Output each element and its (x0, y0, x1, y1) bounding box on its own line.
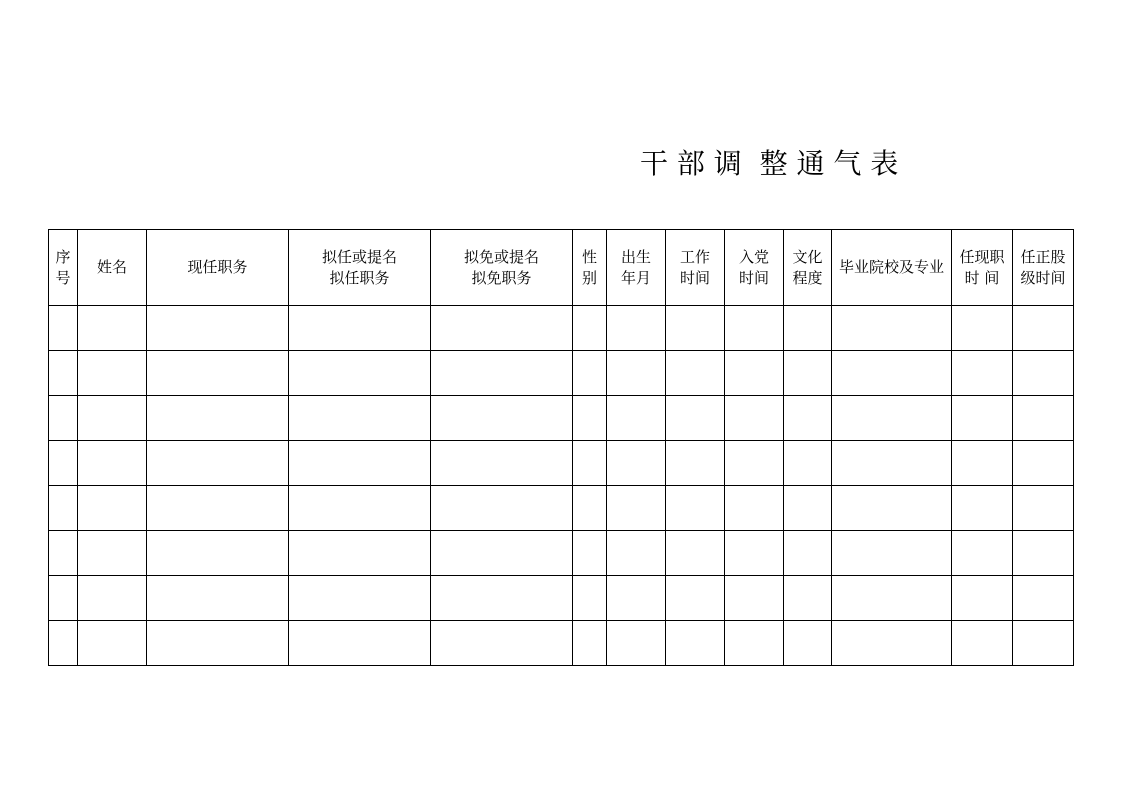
table-cell[interactable] (289, 351, 431, 396)
table-cell[interactable] (78, 486, 147, 531)
table-cell[interactable] (431, 351, 573, 396)
table-cell[interactable] (573, 621, 607, 666)
table-cell[interactable] (431, 396, 573, 441)
table-cell[interactable] (725, 306, 784, 351)
table-cell[interactable] (607, 621, 666, 666)
table-cell[interactable] (289, 486, 431, 531)
table-cell[interactable] (289, 441, 431, 486)
table-cell[interactable] (784, 351, 832, 396)
table-row (49, 486, 1074, 531)
table-cell[interactable] (1013, 441, 1074, 486)
table-cell[interactable] (607, 531, 666, 576)
table-row (49, 576, 1074, 621)
table-cell[interactable] (1013, 576, 1074, 621)
table-cell[interactable] (607, 576, 666, 621)
column-header: 文化 程度 (784, 230, 832, 306)
table-cell[interactable] (725, 531, 784, 576)
column-header: 性 别 (573, 230, 607, 306)
table-cell[interactable] (431, 576, 573, 621)
table-cell[interactable] (147, 576, 289, 621)
table-cell[interactable] (952, 306, 1013, 351)
table-cell[interactable] (666, 576, 725, 621)
column-header: 拟任或提名 拟任职务 (289, 230, 431, 306)
document-title: 干 部 调 整 通 气 表 (640, 147, 899, 180)
table-cell[interactable] (607, 351, 666, 396)
table-cell[interactable] (607, 306, 666, 351)
table-cell[interactable] (607, 441, 666, 486)
table-cell[interactable] (832, 621, 952, 666)
column-header: 序 号 (49, 230, 78, 306)
table-cell[interactable] (725, 576, 784, 621)
table-cell[interactable] (666, 486, 725, 531)
column-header: 拟免或提名 拟免职务 (431, 230, 573, 306)
table-cell[interactable] (1013, 306, 1074, 351)
table-cell[interactable] (49, 306, 78, 351)
table-cell[interactable] (952, 531, 1013, 576)
table-cell[interactable] (832, 306, 952, 351)
table-cell[interactable] (431, 531, 573, 576)
table-cell[interactable] (431, 441, 573, 486)
table-cell[interactable] (49, 396, 78, 441)
table-cell[interactable] (1013, 351, 1074, 396)
table-cell[interactable] (784, 621, 832, 666)
table-cell[interactable] (832, 441, 952, 486)
table-cell[interactable] (431, 486, 573, 531)
table-cell[interactable] (147, 396, 289, 441)
table-cell[interactable] (49, 531, 78, 576)
table-cell[interactable] (78, 576, 147, 621)
table-cell[interactable] (952, 486, 1013, 531)
table-cell[interactable] (49, 441, 78, 486)
table-cell[interactable] (573, 351, 607, 396)
table-cell[interactable] (725, 486, 784, 531)
table-cell[interactable] (666, 351, 725, 396)
table-cell[interactable] (1013, 486, 1074, 531)
table-cell[interactable] (952, 441, 1013, 486)
table-cell[interactable] (49, 621, 78, 666)
table-cell[interactable] (49, 576, 78, 621)
table-cell[interactable] (725, 351, 784, 396)
table-cell[interactable] (431, 621, 573, 666)
table-cell[interactable] (78, 306, 147, 351)
table-cell[interactable] (431, 306, 573, 351)
table-row (49, 441, 1074, 486)
table-cell[interactable] (666, 621, 725, 666)
table-cell[interactable] (607, 396, 666, 441)
column-header: 工作 时间 (666, 230, 725, 306)
table-cell[interactable] (573, 306, 607, 351)
table-cell[interactable] (78, 351, 147, 396)
table-cell[interactable] (49, 486, 78, 531)
table-cell[interactable] (784, 306, 832, 351)
table-cell[interactable] (1013, 621, 1074, 666)
table-cell[interactable] (784, 396, 832, 441)
column-header: 现任职务 (147, 230, 289, 306)
table-cell[interactable] (289, 306, 431, 351)
table-cell[interactable] (289, 396, 431, 441)
column-header: 任现职 时 间 (952, 230, 1013, 306)
table-cell[interactable] (952, 396, 1013, 441)
table-cell[interactable] (666, 306, 725, 351)
table-cell[interactable] (78, 441, 147, 486)
table-cell[interactable] (784, 486, 832, 531)
table-cell[interactable] (725, 621, 784, 666)
column-header: 任正股 级时间 (1013, 230, 1074, 306)
cadre-adjustment-table (48, 229, 1074, 666)
table-cell[interactable] (725, 441, 784, 486)
table-header-row (49, 230, 1074, 306)
table-cell[interactable] (78, 621, 147, 666)
table-cell[interactable] (147, 351, 289, 396)
table-cell[interactable] (832, 396, 952, 441)
column-header: 入党 时间 (725, 230, 784, 306)
table-cell[interactable] (147, 621, 289, 666)
table-cell[interactable] (289, 621, 431, 666)
table-cell[interactable] (832, 351, 952, 396)
table-cell[interactable] (147, 441, 289, 486)
table-cell[interactable] (784, 441, 832, 486)
table-row (49, 306, 1074, 351)
table-cell[interactable] (1013, 396, 1074, 441)
table-cell[interactable] (573, 441, 607, 486)
table-row (49, 396, 1074, 441)
table-cell[interactable] (607, 486, 666, 531)
table-row (49, 621, 1074, 666)
column-header: 姓名 (78, 230, 147, 306)
table-cell[interactable] (666, 441, 725, 486)
table-cell[interactable] (78, 531, 147, 576)
table-cell[interactable] (952, 576, 1013, 621)
table-cell[interactable] (832, 576, 952, 621)
column-header: 毕业院校及专业 (832, 230, 952, 306)
table-cell[interactable] (289, 531, 431, 576)
table-cell[interactable] (573, 486, 607, 531)
table-cell[interactable] (952, 351, 1013, 396)
table-cell[interactable] (289, 576, 431, 621)
table-cell[interactable] (147, 486, 289, 531)
table-cell[interactable] (784, 531, 832, 576)
table-cell[interactable] (573, 531, 607, 576)
table-cell[interactable] (147, 306, 289, 351)
table-cell[interactable] (49, 351, 78, 396)
table-cell[interactable] (573, 576, 607, 621)
table-cell[interactable] (573, 396, 607, 441)
table-cell[interactable] (666, 396, 725, 441)
table-row (49, 351, 1074, 396)
table-cell[interactable] (832, 486, 952, 531)
table-cell[interactable] (725, 396, 784, 441)
table-cell[interactable] (147, 531, 289, 576)
table-cell[interactable] (832, 531, 952, 576)
table-cell[interactable] (952, 621, 1013, 666)
table-cell[interactable] (1013, 531, 1074, 576)
table-cell[interactable] (78, 396, 147, 441)
table-cell[interactable] (784, 576, 832, 621)
table-row (49, 531, 1074, 576)
column-header: 出生 年月 (607, 230, 666, 306)
table-cell[interactable] (666, 531, 725, 576)
